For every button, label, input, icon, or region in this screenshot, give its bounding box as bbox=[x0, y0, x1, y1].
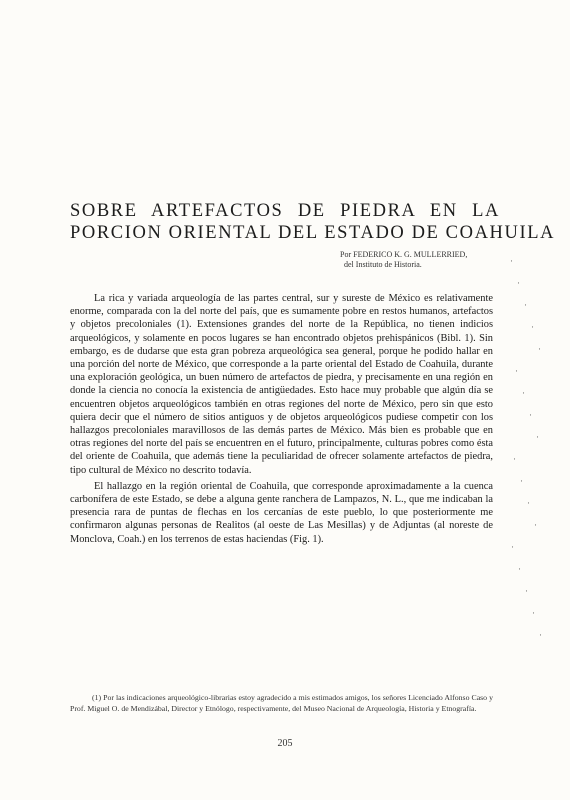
margin-mark: · bbox=[510, 256, 513, 266]
page-number: 205 bbox=[277, 738, 293, 749]
margin-mark: · bbox=[520, 476, 523, 486]
article-body bbox=[70, 292, 493, 546]
author-block bbox=[340, 250, 500, 270]
margin-mark: · bbox=[532, 608, 535, 618]
paragraph-1: La rica y variada arqueología de las partes central, sur y sureste de México es relativamente enorme, comparada con la del norte del país, que es sumamente pobre en restos humanos, artefactos y objetos precoloniales (1). Extensiones grandes del norte de la República, no tienen indicios arqueológicos, y solamente en pocos lugares se han encontrado objetos prehispánicos (Bibl. 1). Sin embargo, es de dudarse que esta gran pobreza arqueológica sea general, porque he podido hallar en una porción del norte de México, que corresponde a la parte oriental del Estado de Coahuila, durante una exploración geológica, un buen número de artefactos de piedra, y precisamente en una región en donde la ciencia no conocía la existencia de antigüedades. Esto hace muy probable que algún día se encuentren objetos arqueológicos también en otras regiones del norte de México, pero sin que esto quiera decir que el número de sitios antiguos y de objetos arqueológicos pudiese competir con los hallazgos precoloniales maravillosos de las demás partes de México. Más bien es probable que en otras regiones del norte del país se encuentren en el futuro, principalmente, culturas pobres como ésta del oriente de Coahuila, que además tiene la peculiaridad de ofrecer solamente artefactos de piedra, tipo cultural de México no descrito todavía. bbox=[70, 293, 493, 476]
margin-mark: · bbox=[525, 586, 528, 596]
margin-mark: · bbox=[524, 300, 527, 310]
margin-mark: · bbox=[513, 454, 516, 464]
author-affiliation: del Instituto de Historia. bbox=[344, 260, 422, 269]
footnote-text: (1) Por las indicaciones arqueológico-librarias estoy agradecido a mis estimados amigos, los señores Licenciado Alfonso Caso y Prof. Miguel O. de Mendizábal, Director y Etnólogo, respectivamente, del Museo Nacional de Arqueología, Historia y Etnografía. bbox=[70, 693, 493, 713]
margin-marks bbox=[510, 250, 560, 670]
margin-mark: · bbox=[534, 520, 537, 530]
margin-mark: · bbox=[522, 388, 525, 398]
margin-mark: · bbox=[517, 278, 520, 288]
margin-mark: · bbox=[511, 542, 514, 552]
title-line-1: SOBRE ARTEFACTOS DE PIEDRA EN LA bbox=[70, 201, 500, 222]
margin-mark: · bbox=[536, 432, 539, 442]
margin-mark: · bbox=[529, 410, 532, 420]
margin-mark: · bbox=[538, 344, 541, 354]
margin-mark: · bbox=[527, 498, 530, 508]
author-name: Por FEDERICO K. G. MULLERRIED, bbox=[340, 250, 468, 259]
title-line-2: PORCION ORIENTAL DEL ESTADO DE COAHUILA bbox=[70, 223, 556, 244]
margin-mark: · bbox=[531, 322, 534, 332]
article-title bbox=[70, 200, 556, 244]
margin-mark: · bbox=[539, 630, 542, 640]
paragraph-2: El hallazgo en la región oriental de Coahuila, que corresponde aproximadamente a la cuenca carbonífera de este Estado, se debe a alguna gente ranchera de Lampazos, N. L., que me indicaban la presencia rara de puntas de flechas en los cercanías de este pueblo, lo que posteriormente me confirmaron algunas personas de Realitos (al oeste de Las Mesillas) y de Adjuntas (al noreste de Monclova, Coah.) en los terrenos de estas haciendas (Fig. 1). bbox=[70, 480, 493, 545]
footnote bbox=[70, 693, 493, 714]
margin-mark: · bbox=[515, 366, 518, 376]
margin-mark: · bbox=[518, 564, 521, 574]
